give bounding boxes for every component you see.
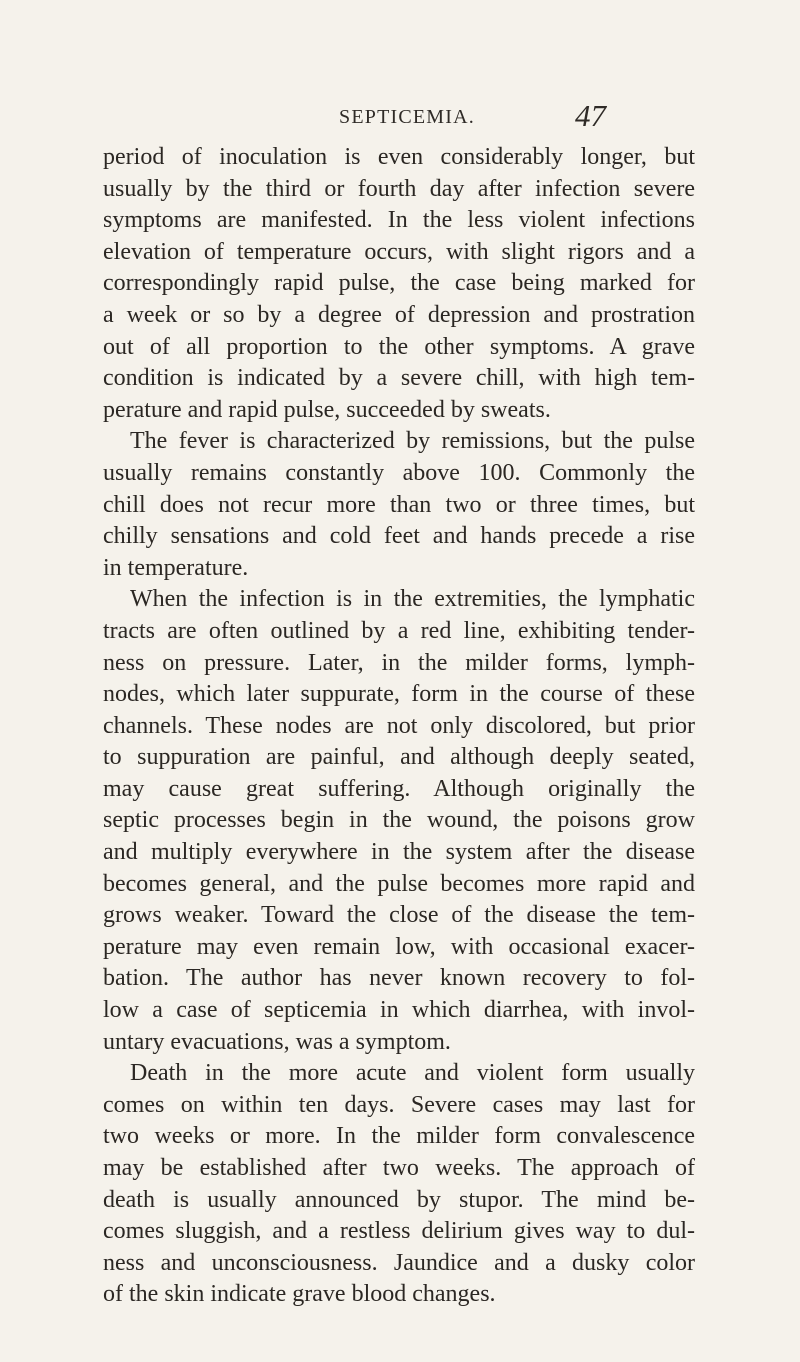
paragraph-start-line: When the infection is in the extremities, the lymphatic xyxy=(130,586,695,613)
running-title: SEPTICEMIA. xyxy=(339,106,475,128)
text-line: septic processes begin in the wound, the poisons grow xyxy=(103,807,695,834)
text-line: out of all proportion to the other symptoms. A grave xyxy=(103,333,695,360)
text-line: grows weaker. Toward the close of the disease the tem- xyxy=(103,902,695,929)
text-line: channels. These nodes are not only discolored, but prior xyxy=(103,712,695,739)
text-line: condition is indicated by a severe chill, with high tem- xyxy=(103,365,695,392)
text-line: correspondingly rapid pulse, the case being marked for xyxy=(103,270,695,297)
text-line: death is usually announced by stupor. The mind be- xyxy=(103,1186,695,1213)
text-line: ness and unconsciousness. Jaundice and a dusky color xyxy=(103,1249,695,1276)
text-line: elevation of temperature occurs, with slight rigors and a xyxy=(103,238,695,265)
text-line: comes sluggish, and a restless delirium gives way to dul- xyxy=(103,1218,695,1245)
text-line: symptoms are manifested. In the less violent infections xyxy=(103,207,695,234)
text-line: two weeks or more. In the milder form convalescence xyxy=(103,1123,695,1150)
text-line: bation. The author has never known recovery to fol- xyxy=(103,965,695,992)
text-line: usually by the third or fourth day after infection severe xyxy=(103,175,695,202)
paragraph-start-line: The fever is characterized by remissions, but the pulse xyxy=(130,428,695,455)
text-line: may be established after two weeks. The approach of xyxy=(103,1155,695,1181)
text-line: tracts are often outlined by a red line, exhibiting tender- xyxy=(103,617,695,644)
text-line: nodes, which later suppurate, form in the course of these xyxy=(103,681,695,708)
text-line: may cause great suffering. Although originally the xyxy=(103,775,695,802)
text-line: period of inoculation is even considerably longer, but xyxy=(103,144,695,170)
paragraph-end-line: of the skin indicate grave blood changes. xyxy=(103,1281,496,1308)
paragraph-start-line: Death in the more acute and violent form usually xyxy=(130,1060,695,1087)
text-line: becomes general, and the pulse becomes more rapid and xyxy=(103,870,695,897)
text-line: low a case of septicemia in which diarrhea, with invol- xyxy=(103,997,695,1024)
text-line: a week or so by a degree of depression and prostration xyxy=(103,301,695,328)
paragraph-end-line: in temperature. xyxy=(103,554,249,581)
page-number: 47 xyxy=(575,98,606,133)
text-line: to suppuration are painful, and although deeply seated, xyxy=(103,744,695,771)
running-head xyxy=(0,98,800,138)
text-line: ness on pressure. Later, in the milder forms, lymph- xyxy=(103,649,695,676)
text-line: usually remains constantly above 100. Commonly the xyxy=(103,459,695,486)
text-line: comes on within ten days. Severe cases may last for xyxy=(103,1091,695,1118)
body-text xyxy=(103,142,695,1311)
text-line: and multiply everywhere in the system after the disease xyxy=(103,839,695,866)
text-line: chilly sensations and cold feet and hands precede a rise xyxy=(103,523,695,550)
paragraph-end-line: untary evacuations, was a symptom. xyxy=(103,1028,451,1055)
text-line: chill does not recur more than two or three times, but xyxy=(103,491,695,518)
text-line: perature may even remain low, with occasional exacer- xyxy=(103,933,695,960)
paragraph-end-line: perature and rapid pulse, succeeded by sweats. xyxy=(103,396,551,423)
